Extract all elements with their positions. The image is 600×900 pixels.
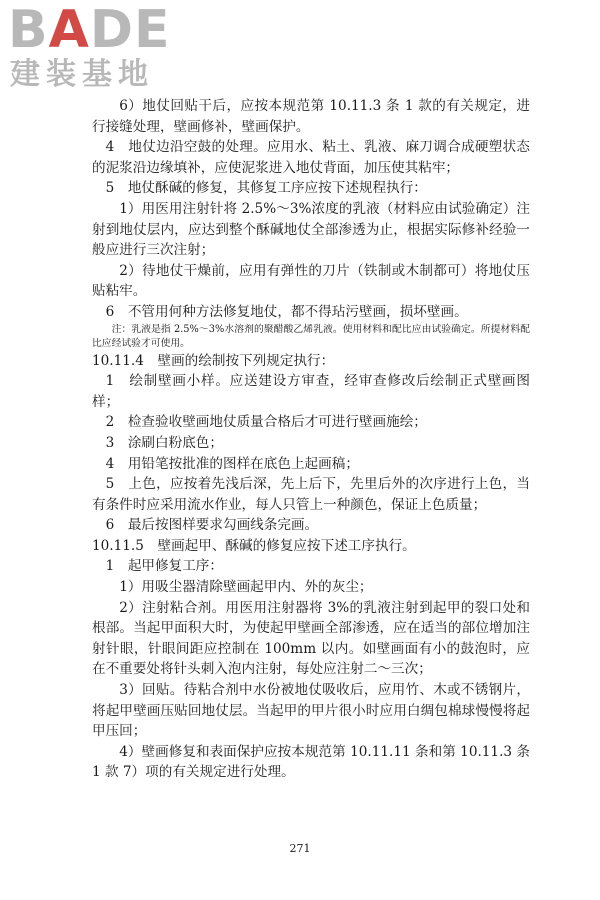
logo-subtitle: 建装基地 (10, 57, 154, 92)
paragraph: 2）注射粘合剂。用医用注射器将 3%的乳液注射到起甲的裂口处和根部。当起甲面积大时，为使起甲壁画全部渗透，应在适当的部位增加注射针眼，针眼间距应控制在 100mm 以内。如壁画面有小的鼓泡时，应在不重要处将针头刺入泡内注射，每处应注射二～三次； (92, 599, 530, 678)
paragraph: 2）待地仗干燥前，应用有弹性的刀片（铁制或木制都可）将地仗压贴粘牢。 (92, 262, 530, 300)
paragraph: 5 地仗酥碱的修复，其修复工序应按下述规程执行： (105, 180, 427, 197)
paragraph: 6 最后按图样要求勾画线条完画。 (105, 517, 319, 534)
document-body (92, 96, 530, 783)
paragraph: 6 不管用何种方法修复地仗，都不得玷污壁画，损坏壁画。 (105, 303, 468, 320)
paragraph: 4）壁画修复和表面保护应按本规范第 10.11.11 条和第 10.11.3 条 1 款 7）项的有关规定进行处理。 (92, 743, 530, 781)
paragraph: 6）地仗回贴干后，应按本规范第 10.11.3 条 1 款的有关规定，进行接缝处理，壁画修补，壁画保护。 (92, 98, 530, 135)
logo-wordmark (8, 2, 171, 58)
paragraph: 3 涂刷白粉底色； (105, 434, 223, 451)
paragraph: 1）用医用注射针将 2.5%～3%浓度的乳液（材料应由试验确定）注射到地仗层内，应达到整个酥碱地仗全部渗透为止，根据实际修补经验一般应进行三次注射； (92, 200, 530, 259)
paragraph: 10.11.5 壁画起甲、酥碱的修复应按下述工序执行。 (92, 537, 416, 554)
paragraph: 3）回贴。待粘合剂中水份被地仗吸收后，应用竹、木或不锈钢片，将起甲壁画压贴回地仗层。当起甲的甲片很小时应用白绸包棉球慢慢将起甲压回； (92, 682, 530, 740)
logo-letter-b: B (8, 0, 49, 60)
paragraph: 2 检查验收壁画地仗质量合格后才可进行壁画施绘； (105, 414, 427, 431)
paragraph: 1 起甲修复工序： (105, 558, 223, 575)
bade-logo (8, 2, 178, 96)
page-number: 271 (289, 842, 311, 855)
paragraph: 4 地仗边沿空鼓的处理。应用水、粘土、乳液、麻刀调合成硬塑状态的泥浆沿边缘填补，应使泥浆进入地仗背面，加压使其粘牢； (92, 139, 530, 176)
logo-letter-a-red: A (48, 0, 90, 60)
paragraph: 10.11.4 壁画的绘制按下列规定执行： (92, 352, 335, 369)
footnote: 注：乳液是指 2.5%～3%水溶剂的聚醋酸乙烯乳液。使用材料和配比应由试验确定。所提材料配比应经试验才可使用。 (92, 323, 530, 349)
paragraph: 1 绘制壁画小样。应送建设方审查，经审查修改后绘制正式壁画图样； (92, 373, 530, 410)
paragraph: 4 用铅笔按批准的图样在底色上起画稿； (105, 455, 359, 472)
paragraph: 1）用吸尘器清除壁画起甲内、外的灰尘； (119, 579, 373, 596)
paragraph: 5 上色，应按着先浅后深，先上后下，先里后外的次序进行上色，当有条件时应采用流水作业，每人只管上一种颜色，保证上色质量； (92, 476, 530, 513)
logo-letters-de: DE (89, 0, 171, 60)
